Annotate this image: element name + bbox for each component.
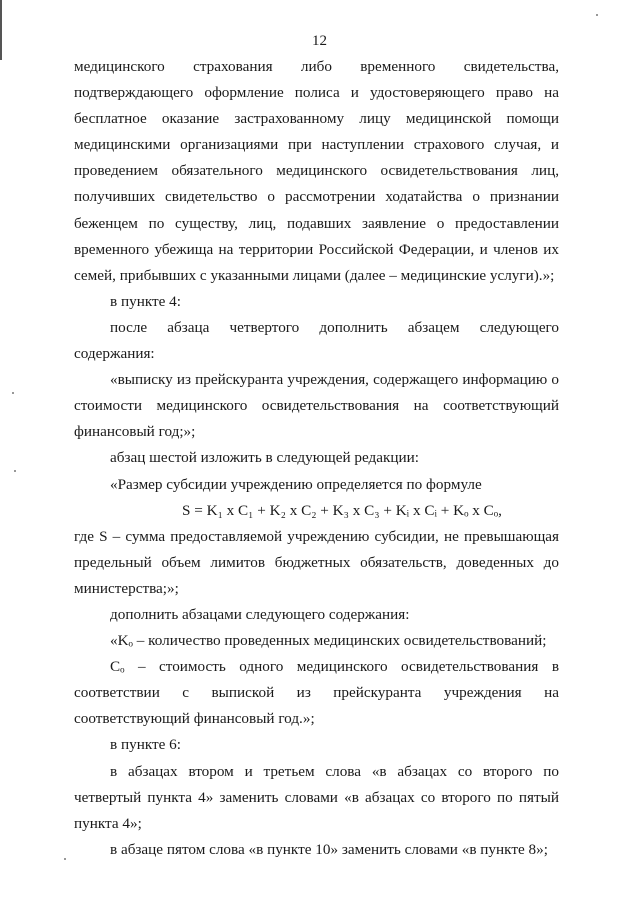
paragraph: где S – сумма предоставляемой учреждению субсидии, не превышающая предельный объем лимитов бюджетных обязательств, доведенных до министерства;»; — [74, 527, 559, 597]
scan-speck — [12, 392, 14, 394]
paragraph: в пункте 4: — [110, 292, 181, 310]
paragraph: в абзацах втором и третьем слова «в абзацах со второго по четвертый пункта 4» заменить словами «в абзацах со второго по пятый пункта 4»; — [74, 762, 559, 832]
paragraph: «выписку из прейскуранта учреждения, содержащего информацию о стоимости медицинского освидетельствования на соответствующий финансовый год;»; — [74, 371, 559, 441]
paragraph: Cₒ – стоимость одного медицинского освидетельствования в соответствии с выпиской из прейскуранта учреждения на соответствующий финансовый год.»; — [74, 658, 559, 728]
page-number: 12 — [312, 33, 327, 49]
scan-speck — [14, 470, 16, 472]
formula: S = K₁ x C₁ + K₂ x C₂ + K₃ x C₃ + Kᵢ x Cᵢ + Kₒ x Cₒ, — [182, 501, 502, 519]
paragraph: абзац шестой изложить в следующей редакции: — [110, 449, 419, 467]
scan-speck — [596, 14, 598, 16]
paragraph: медицинского страхования либо временного свидетельства, подтверждающего оформление полиса и удостоверяющего право на бесплатное оказание застрахованному лицу медицинской помощи медицинскими организациями при наступлении страхового случая, и проведением обязательного медицинского освидетельствования лиц, получивших свидетельство о рассмотрении ходатайства о признании беженцем по существу, лиц, подавших заявление о предоставлении временного убежища на территории Российской Федерации, и членов их семей, прибывших с указанными лицами (далее – медицинские услуги).»; — [74, 58, 559, 284]
paragraph: в абзаце пятом слова «в пункте 10» заменить словами «в пункте 8»; — [110, 840, 548, 858]
paragraph: в пункте 6: — [110, 736, 181, 754]
scan-speck — [64, 858, 66, 860]
document-body — [74, 54, 559, 863]
paragraph: после абзаца четвертого дополнить абзацем следующего содержания: — [74, 318, 559, 363]
paragraph: дополнить абзацами следующего содержания: — [110, 605, 410, 623]
paragraph: «Размер субсидии учреждению определяется по формуле — [110, 475, 482, 493]
paragraph: «Kₒ – количество проведенных медицинских освидетельствований; — [110, 632, 547, 650]
scan-edge-mark — [0, 0, 2, 60]
